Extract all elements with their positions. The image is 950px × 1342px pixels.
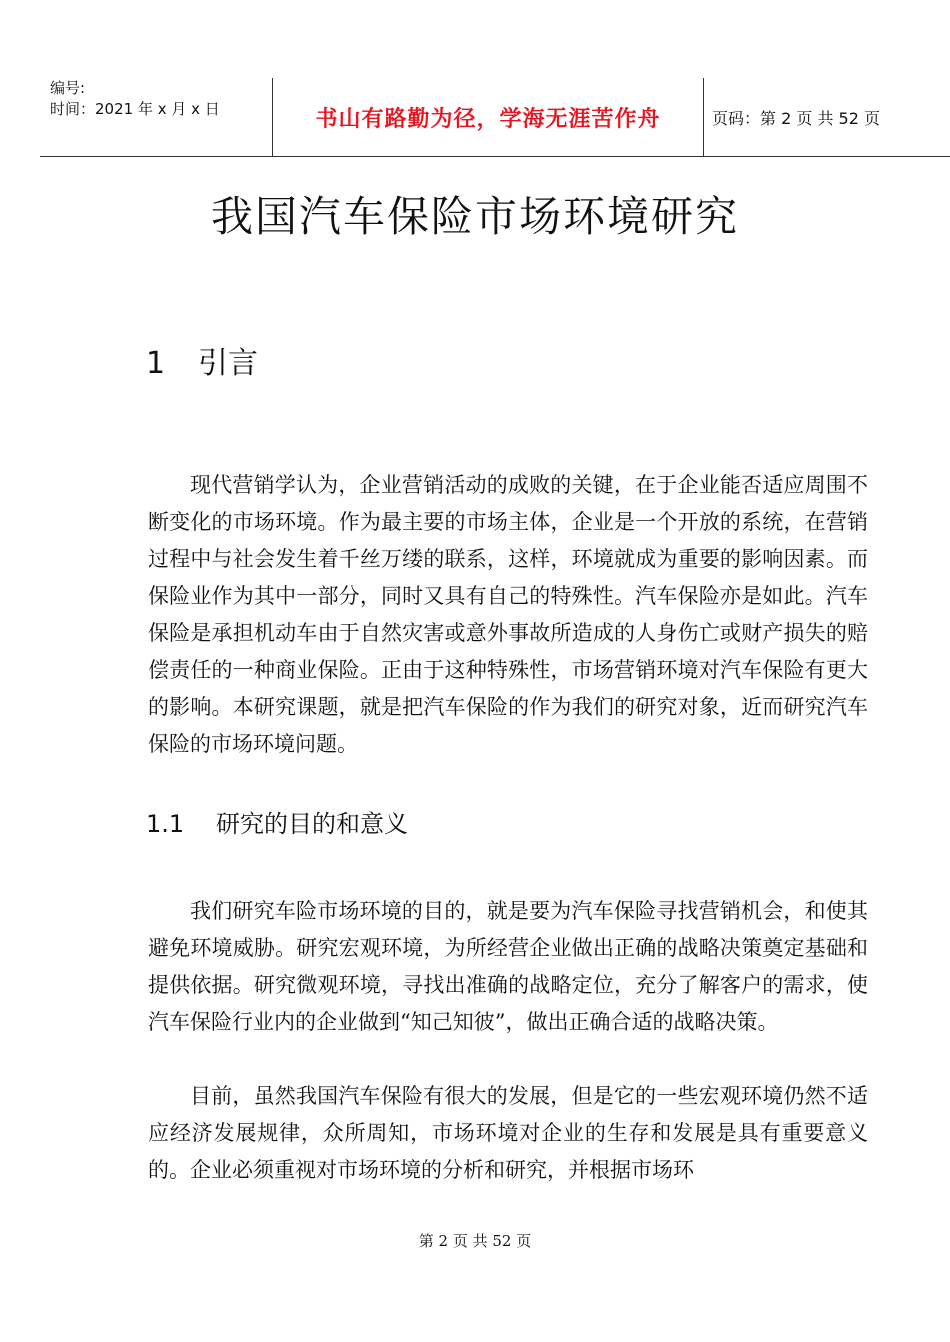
- header-page-info: 页码：第 2 页 共 52 页: [712, 108, 880, 128]
- subsection-number: 1.1: [146, 810, 185, 838]
- section-title: 引言: [198, 346, 258, 381]
- page-header: [40, 78, 950, 157]
- section-number: 1: [146, 346, 166, 381]
- intro-paragraph: 现代营销学认为，企业营销活动的成败的关键，在于企业能否适应周围不断变化的市场环境。作为最主要的市场主体，企业是一个开放的系统，在营销过程中与社会发生着千丝万缕的联系，这样，环境就成为重要的影响因素。而保险业作为其中一部分，同时又具有自己的特殊性。汽车保险亦是如此。汽车保险是承担机动车由于自然灾害或意外事故所造成的人身伤亡或财产损失的赔偿责任的一种商业保险。正由于这种特殊性，市场营销环境对汽车保险有更大的影响。本研究课题，就是把汽车保险的作为我们的研究对象，近而研究汽车保险的市场环境问题。: [148, 473, 868, 756]
- purpose-paragraph-2: 目前，虽然我国汽车保险有很大的发展，但是它的一些宏观环境仍然不适应经济发展规律，众所周知，市场环境对企业的生存和发展是具有重要意义的。企业必须重视对市场环境的分析和研究，并根据市场环: [148, 1084, 868, 1182]
- header-motto: 书山有路勤为径，学海无涯苦作舟: [315, 105, 661, 132]
- header-meta: [50, 78, 272, 156]
- section-heading-1-1: [146, 804, 408, 839]
- page-footer: 第 2 页 共 52 页: [418, 1232, 532, 1250]
- subsection-title: 研究的目的和意义: [216, 810, 408, 838]
- document-time-label: 时间：2021 年 x 月 x 日: [50, 100, 220, 118]
- purpose-paragraph-1: 我们研究车险市场环境的目的，就是要为汽车保险寻找营销机会，和使其避免环境威胁。研究宏观环境，为所经营企业做出正确的战略决策奠定基础和提供依据。研究微观环境，寻找出准确的战略定位，充分了解客户的需求，使汽车保险行业内的企业做到“知己知彼”，做出正确合适的战略决策。: [148, 899, 868, 1034]
- document-number-label: 编号:: [50, 79, 86, 97]
- document-title: 我国汽车保险市场环境研究: [210, 192, 739, 241]
- section-heading-1: [146, 338, 258, 382]
- header-divider: [703, 78, 704, 156]
